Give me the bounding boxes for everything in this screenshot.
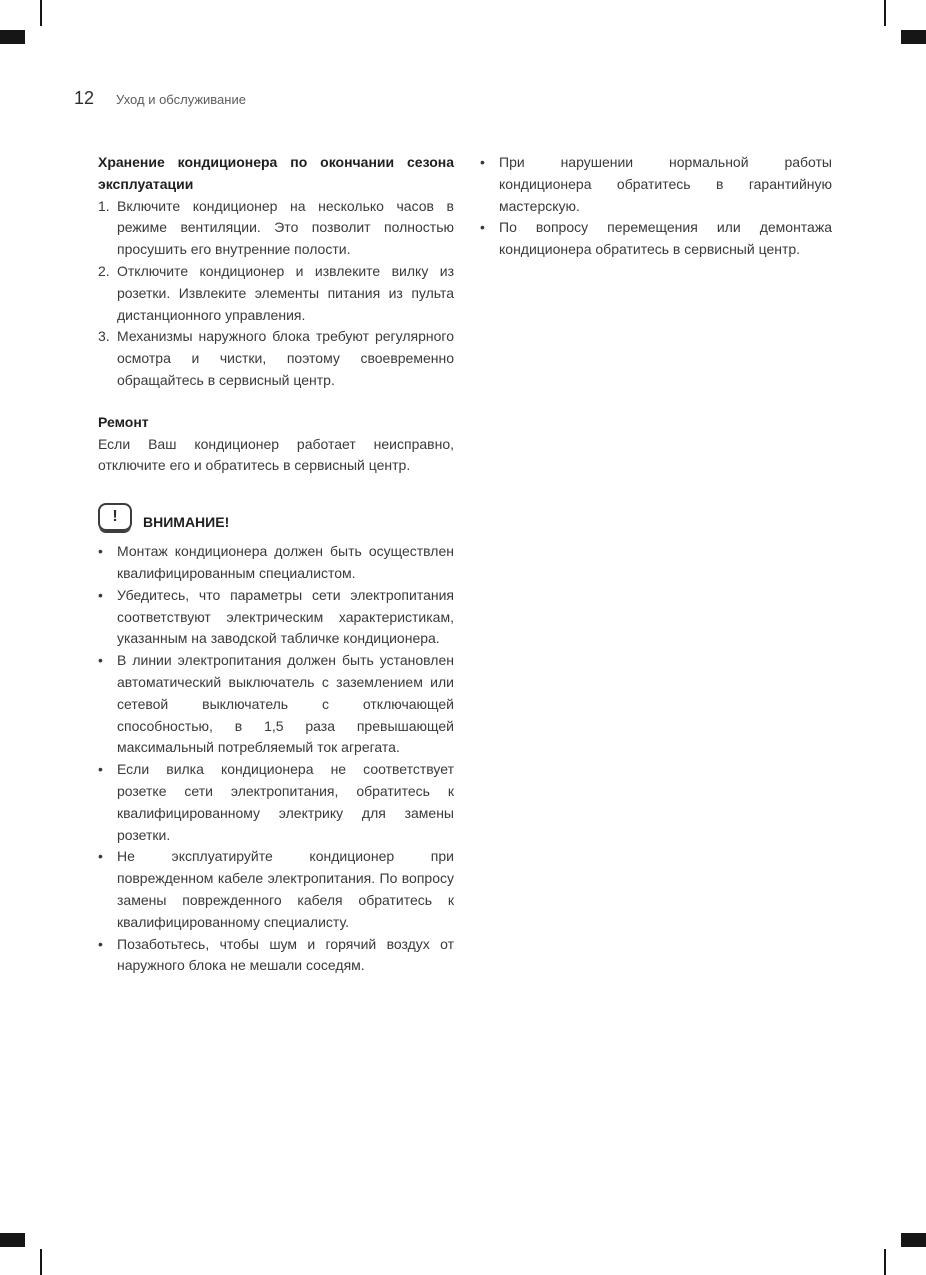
section-title: Уход и обслуживание [116,92,246,107]
page-body [98,152,832,977]
bullet-icon: • [98,848,103,865]
list-item [480,152,832,217]
bullet-icon: • [480,219,485,236]
step-text: Механизмы наружного блока требуют регулярного осмотра и чистки, поэтому своевременно обращайтесь в сервисный центр. [117,328,454,388]
bullet-icon: • [98,652,103,669]
crop-mark-top-left-bar [0,30,25,44]
crop-mark-bottom-left-vertical [40,1249,42,1275]
step-text: Включите кондиционер на несколько часов в режиме вентиляции. Это позволит полностью просушить его внутренние полости. [117,197,454,258]
crop-mark-bottom-left-bar [0,1233,25,1247]
repair-heading: Ремонт [98,413,149,430]
page-number: 12 [74,88,95,108]
bullet-text: Не эксплуатируйте кондиционер при поврежденном кабеле электропитания. По вопросу замены поврежденного кабеля обратитесь к квалифицированному специалисту. [117,848,454,930]
list-item [98,261,454,326]
running-head [74,88,246,109]
step-number: 1. [98,197,110,214]
bullet-text: Убедитесь, что параметры сети электропитания соответствуют электрическим характеристикам, указанным на заводской табличке кондиционера. [117,586,454,647]
storage-step-list [98,196,454,392]
warning-header [98,503,454,531]
repair-paragraph: Если Ваш кондиционер работает неисправно, отключите его и обратитесь в сервисный центр. [98,435,454,474]
list-item [98,326,454,391]
list-item [98,585,454,650]
bullet-icon: • [98,761,103,778]
bullet-icon: • [98,543,103,560]
list-item [98,196,454,261]
crop-mark-top-left-vertical [40,0,42,26]
bullet-text: Позаботьтесь, чтобы шум и горячий воздух от наружного блока не мешали соседям. [117,935,454,974]
service-bullet-list [480,152,832,261]
crop-mark-top-right-vertical [884,0,886,26]
bullet-text: Монтаж кондиционера должен быть осуществлен квалифицированным специалистом. [117,543,454,581]
list-item [98,934,454,978]
crop-mark-top-right-bar [901,30,926,44]
crop-mark-bottom-right-bar [901,1233,926,1247]
storage-heading: Хранение кондиционера по окончании сезона эксплуатации [98,154,454,192]
crop-mark-bottom-right-vertical [884,1249,886,1275]
list-item [98,846,454,933]
bullet-text: Если вилка кондиционера не соответствует розетке сети электропитания, обратитесь к квалифицированному электрику для замены розетки. [117,761,454,843]
right-column [480,152,832,977]
list-item [480,217,832,261]
step-text: Отключите кондиционер и извлеките вилку из розетки. Извлеките элементы питания из пульта дистанционного управления. [117,262,454,323]
bullet-text: При нарушении нормальной работы кондиционера обратитесь в гарантийную мастерскую. [499,154,832,214]
list-item [98,759,454,846]
bullet-text: В линии электропитания должен быть установлен автоматический выключатель с заземлением или сетевой выключатель с отключающей способностью, в 1,5 раза превышающей максимальный потребляемый ток агрегата. [117,652,454,756]
bullet-icon: • [98,935,103,952]
step-number: 3. [98,328,110,345]
list-item [98,541,454,585]
bullet-icon: • [98,586,103,603]
list-item [98,650,454,759]
warning-label: ВНИМАНИЕ! [143,514,230,531]
step-number: 2. [98,262,110,279]
warning-bullet-list [98,541,454,977]
repair-section [98,412,454,477]
bullet-text: По вопросу перемещения или демонтажа кондиционера обратитесь в сервисный центр. [499,219,832,258]
warning-section [98,503,454,977]
attention-icon: ! [98,503,132,531]
bullet-icon: • [480,154,485,170]
left-column [98,152,454,977]
